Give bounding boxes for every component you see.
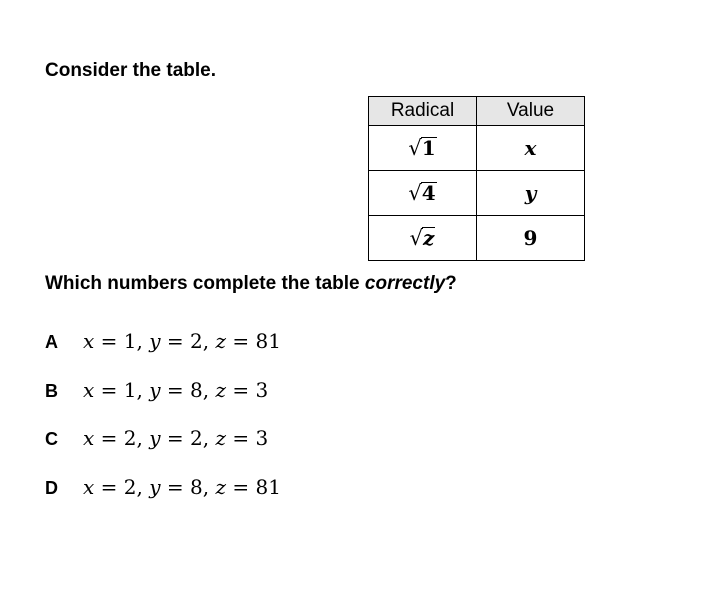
- radical-sign: √: [408, 180, 422, 205]
- choice-letter: C: [45, 429, 58, 449]
- choice-d[interactable]: [45, 475, 281, 499]
- radical-cell: [369, 216, 477, 261]
- choice-letter: B: [45, 381, 58, 401]
- choice-expression: x = 2, y = 8, z = 81: [83, 475, 281, 499]
- choice-a[interactable]: [45, 329, 281, 353]
- radicand: 1: [421, 135, 436, 160]
- choice-expression: x = 1, y = 2, z = 81: [83, 329, 281, 353]
- radical-table: [368, 96, 585, 261]
- choice-b[interactable]: [45, 378, 268, 402]
- radical-sign: √: [409, 225, 424, 250]
- question-text: Which numbers complete the table correctly?: [45, 273, 457, 294]
- intro-text: Consider the table.: [45, 60, 217, 81]
- radical-cell: [369, 126, 477, 171]
- table-row: [369, 126, 585, 171]
- table-row: [369, 216, 585, 261]
- value-text: y: [524, 181, 537, 205]
- radical-expression: [410, 227, 436, 249]
- radical-cell: [369, 171, 477, 216]
- value-text: x: [524, 136, 537, 160]
- radical-expression: [408, 137, 436, 159]
- choice-letter: A: [45, 332, 58, 352]
- table-row: [369, 171, 585, 216]
- value-cell: [477, 216, 585, 261]
- choice-expression: x = 2, y = 2, z = 3: [83, 426, 269, 450]
- value-text: 9: [523, 226, 538, 250]
- value-cell: [477, 126, 585, 171]
- question-emphasis: correctly: [364, 273, 446, 294]
- value-cell: [477, 171, 585, 216]
- header-value: Value: [477, 97, 585, 126]
- choice-expression: x = 1, y = 8, z = 3: [83, 378, 269, 402]
- radical-sign: √: [408, 135, 422, 160]
- choice-c[interactable]: [45, 426, 268, 450]
- radical-expression: [408, 182, 436, 204]
- table-header-row: [369, 97, 585, 126]
- header-radical: Radical: [369, 97, 477, 126]
- choice-letter: D: [45, 478, 58, 498]
- radicand: 4: [421, 180, 436, 205]
- radicand: z: [423, 225, 435, 250]
